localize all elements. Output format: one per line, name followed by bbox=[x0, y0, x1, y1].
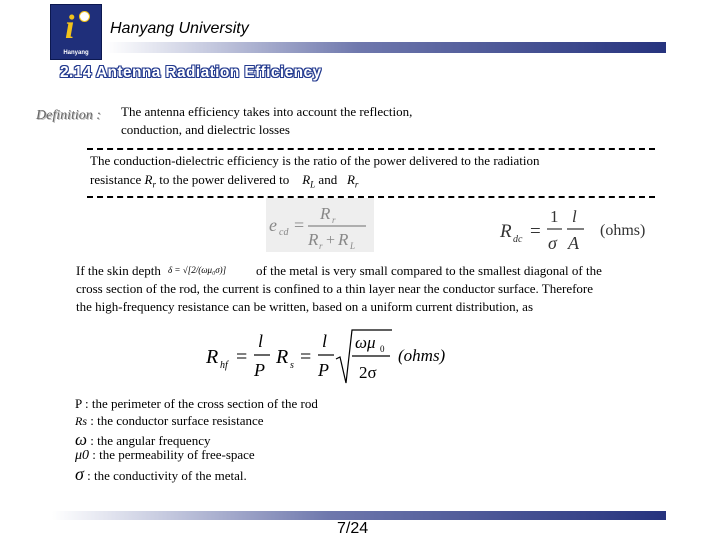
rdc-equals: = bbox=[530, 221, 541, 242]
legend-text-omega: : the angular frequency bbox=[90, 433, 211, 448]
rhf-two-sigma: 2σ bbox=[359, 363, 377, 382]
box-line-2-part-a: resistance bbox=[90, 172, 142, 187]
ecd-sub: cd bbox=[279, 227, 289, 238]
legend-symbol-mu0: μ0 bbox=[75, 448, 90, 463]
rhf-mu-sub: 0 bbox=[380, 344, 385, 354]
ecd-plus: + bbox=[326, 232, 336, 249]
skin-line-1-part-a: If the skin depth bbox=[76, 263, 161, 278]
rhf-equals-2: = bbox=[300, 346, 312, 368]
header-bar bbox=[106, 42, 666, 53]
legend-text-mu0: : the permeability of free-space bbox=[92, 447, 255, 462]
symbol-rr-2: $R_r$ bbox=[346, 172, 359, 190]
skin-line-1-part-b: of the metal is very small compared to the smallest diagonal of the bbox=[256, 263, 602, 278]
rhf-P-2: P bbox=[318, 360, 329, 380]
rhf-lhs-sub: hf bbox=[220, 360, 228, 371]
legend-row-p bbox=[75, 396, 318, 412]
box-line-2-part-b: to the power delivered to bbox=[159, 172, 290, 187]
rhf-equals-1: = bbox=[236, 346, 248, 368]
legend-row-mu0 bbox=[75, 447, 255, 464]
logo-text: Hanyang bbox=[63, 50, 89, 56]
ecd-den-sub1: r bbox=[319, 241, 323, 251]
skin-paragraph-line-2: cross section of the rod, the current is confined to a thin layer near the conductor surface. Therefore bbox=[76, 281, 594, 296]
university-name: Hanyang University bbox=[110, 20, 249, 37]
rhf-rs-sub: s bbox=[290, 360, 294, 371]
ecd-equals: = bbox=[294, 215, 305, 235]
legend-text-sigma: : the conductivity of the metal. bbox=[87, 468, 247, 483]
legend-symbol-omega: ω bbox=[75, 430, 88, 449]
symbol-rr: $R_r$ bbox=[144, 172, 156, 190]
symbol-rl: $R_L$ bbox=[302, 172, 316, 190]
definition-line-1: The antenna efficiency takes into account the reflection, bbox=[121, 104, 413, 119]
legend-symbol-rs: Rs bbox=[75, 414, 87, 428]
legend-text-rs: : the conductor surface resistance bbox=[90, 413, 264, 428]
rdc-one: 1 bbox=[550, 207, 559, 226]
ecd-den-r2: R bbox=[338, 230, 349, 249]
definition-line-2: conduction, and dielectric losses bbox=[121, 122, 290, 137]
rhf-ohms: (ohms) bbox=[398, 346, 446, 365]
legend-row-rs bbox=[75, 413, 264, 429]
ecd-equation bbox=[266, 198, 374, 252]
legend-text-p: : the perimeter of the cross section of the rod bbox=[85, 396, 318, 411]
legend-symbol-p: P bbox=[75, 396, 82, 411]
rdc-ohms: (ohms) bbox=[600, 222, 646, 239]
ecd-num-sub: r bbox=[332, 215, 336, 225]
footer-bar bbox=[52, 511, 666, 520]
ecd-num-r: R bbox=[320, 204, 331, 223]
rhf-rs: R bbox=[276, 346, 289, 368]
rdc-lhs: R bbox=[500, 221, 512, 242]
skin-paragraph-line-3: the high-frequency resistance can be written, based on a uniform current distribution, as bbox=[76, 299, 534, 314]
definition-label: Definition : bbox=[36, 108, 101, 123]
rdc-A: A bbox=[568, 233, 579, 253]
ecd-lhs: e bbox=[269, 215, 277, 235]
box-line-2-part-c: and bbox=[318, 172, 338, 187]
legend-symbol-sigma: σ bbox=[75, 464, 84, 484]
ecd-den-sub2: L bbox=[350, 241, 356, 251]
rhf-equation bbox=[200, 326, 470, 388]
rhf-l-1: l bbox=[258, 331, 264, 351]
rhf-omega-mu: ωμ bbox=[355, 333, 376, 352]
legend-row-sigma bbox=[75, 464, 247, 485]
rdc-equation bbox=[496, 204, 656, 256]
rdc-sigma: σ bbox=[548, 233, 557, 253]
definition-text bbox=[121, 103, 481, 139]
page-number: 7/24 bbox=[337, 520, 369, 537]
rhf-l-2: l bbox=[322, 331, 328, 351]
logo-letter: i bbox=[65, 9, 75, 46]
rdc-l: l bbox=[572, 207, 577, 226]
skin-depth-formula: δ = √[2/(ωμ₀σ)] bbox=[168, 265, 227, 275]
university-logo bbox=[50, 4, 102, 60]
logo-dot bbox=[79, 11, 90, 22]
rdc-sub: dc bbox=[513, 234, 523, 245]
box-line-1: The conduction-dielectric efficiency is the ratio of the power delivered to the radiation bbox=[90, 153, 540, 168]
box-line-2 bbox=[90, 172, 358, 190]
rhf-P-1: P bbox=[254, 360, 265, 380]
ecd-den-r1: R bbox=[308, 230, 319, 249]
slide-title: 2.14 Antenna Radiation Efficiency bbox=[60, 64, 322, 81]
skin-paragraph-line-1 bbox=[76, 263, 161, 279]
rhf-lhs: R bbox=[206, 346, 219, 368]
